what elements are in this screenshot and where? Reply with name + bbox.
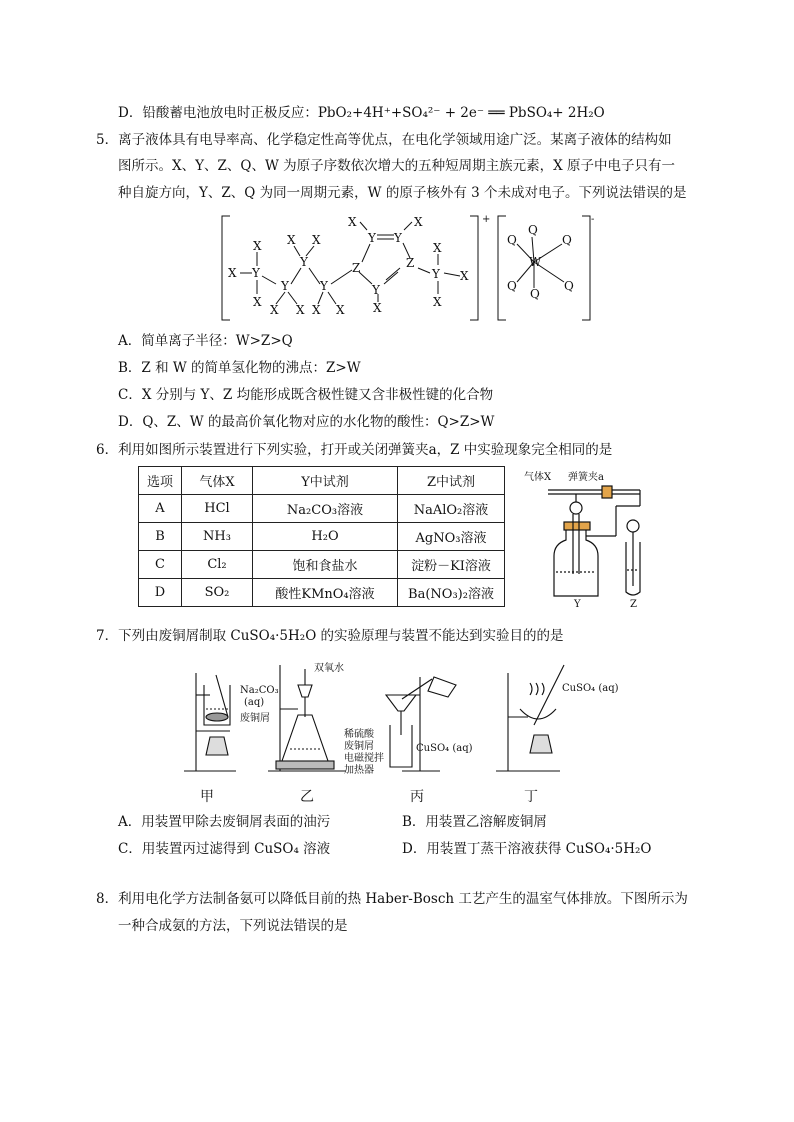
svg-text:Q: Q — [507, 279, 517, 293]
svg-text:Q: Q — [564, 279, 574, 293]
atom-x: X — [228, 266, 237, 280]
svg-text:Y: Y — [281, 279, 289, 293]
svg-text:X: X — [296, 303, 305, 317]
q5-stem-line-1: 5．离子液体具有电导率高、化学稳定性高等优点，在电化学领域用途广泛。某离子液体的结构如 — [96, 132, 672, 148]
ionic-liquid-structure — [214, 210, 604, 326]
q6-stem: 6．利用如图所示装置进行下列实验，打开或关闭弹簧夹a，Z 中实验现象完全相同的是 — [96, 442, 613, 458]
svg-text:Y: Y — [300, 255, 308, 269]
svg-text:Q: Q — [530, 287, 540, 301]
bottle-y-label: Y — [574, 599, 581, 610]
gas-x-label: 气体X — [524, 472, 552, 483]
svg-text:Na₂CO₃: Na₂CO₃ — [240, 685, 279, 696]
svg-text:X: X — [287, 233, 296, 247]
caption-yi: 乙 — [300, 789, 314, 805]
svg-text:Y: Y — [372, 283, 380, 297]
svg-text:废铜屑: 废铜屑 — [240, 713, 270, 724]
svg-text:X: X — [312, 233, 321, 247]
svg-text:X: X — [373, 301, 382, 315]
svg-text:X: X — [433, 295, 442, 309]
svg-text:Q: Q — [562, 233, 572, 247]
table-row: C Cl₂ 饱和食盐水 淀粉－KI溶液 — [139, 551, 505, 579]
atom-w: W — [529, 255, 542, 269]
q5-stem-line-3: 种自旋方向，Y、Z、Q 为同一周期元素，W 的原子核外有 3 个未成对电子。下列说法错误的是 — [118, 185, 687, 201]
svg-text:电磁搅拌: 电磁搅拌 — [344, 753, 384, 764]
svg-text:Y: Y — [320, 279, 328, 293]
q5-option-b: B．Z 和 W 的简单氢化物的沸点：Z>W — [118, 360, 361, 376]
q7-option-b: B．用装置乙溶解废铜屑 — [402, 814, 547, 830]
svg-text:X: X — [348, 215, 357, 229]
clip-a-label: 弹簧夹a — [568, 472, 604, 483]
tube-z-label: Z — [630, 599, 637, 610]
svg-text:(aq): (aq) — [244, 697, 265, 708]
atom-z: Z — [352, 261, 361, 275]
svg-text:X: X — [312, 303, 321, 317]
q7-option-c: C．用装置丙过滤得到 CuSO₄ 溶液 — [118, 841, 331, 857]
q5-option-d: D．Q、Z、W 的最高价氧化物对应的水化物的酸性：Q>Z>W — [118, 414, 495, 430]
svg-text:X: X — [433, 241, 442, 255]
table-header-row: 选项 气体X Y中试剂 Z中试剂 — [139, 467, 505, 495]
svg-text:X: X — [414, 215, 423, 229]
q6-table — [138, 466, 505, 607]
q8-stem-line-1: 8．利用电化学方法制备氨可以降低目前的热 Haber-Bosch 工艺产生的温室气体排放。下图所示为 — [96, 891, 688, 907]
q4-option-d: D．铅酸蓄电池放电时正极反应：PbO₂+4H⁺+SO₄²⁻ + 2e⁻ ══ PbSO₄+ 2H₂O — [118, 105, 605, 121]
svg-text:Y: Y — [432, 267, 440, 281]
atom-q: Q — [507, 233, 517, 247]
svg-text:X: X — [253, 295, 262, 309]
svg-text:Q: Q — [528, 223, 538, 237]
caption-jia: 甲 — [200, 789, 214, 805]
table-row: D SO₂ 酸性KMnO₄溶液 Ba(NO₃)₂溶液 — [139, 579, 505, 607]
q5-option-a: A．简单离子半径：W>Z>Q — [118, 333, 293, 349]
table-row: A HCl Na₂CO₃溶液 NaAlO₂溶液 — [139, 495, 505, 523]
q5-option-c: C．X 分别与 Y、Z 均能形成既含极性键又含非极性键的化合物 — [118, 387, 494, 403]
q7-apparatus — [180, 655, 619, 777]
q5-stem-line-2: 图所示。X、Y、Z、Q、W 为原子序数依次增大的五种短周期主族元素，X 原子中电子只有一 — [118, 158, 676, 174]
svg-text:CuSO₄ (aq): CuSO₄ (aq) — [562, 683, 619, 694]
svg-text:CuSO₄ (aq): CuSO₄ (aq) — [416, 743, 473, 754]
svg-text:X: X — [270, 303, 279, 317]
svg-text:废铜屑: 废铜屑 — [344, 741, 374, 752]
svg-text:稀硫酸: 稀硫酸 — [344, 729, 374, 740]
svg-text:加热器: 加热器 — [344, 765, 374, 776]
q8-stem-line-2: 一种合成氨的方法，下列说法错误的是 — [118, 918, 348, 934]
svg-text:Y: Y — [368, 231, 376, 245]
svg-text:X: X — [460, 269, 469, 283]
svg-text:Y: Y — [394, 231, 402, 245]
svg-text:X: X — [336, 303, 345, 317]
anion-charge: - — [591, 214, 595, 225]
q7-option-d: D．用装置丁蒸干溶液获得 CuSO₄·5H₂O — [402, 841, 652, 857]
caption-ding: 丁 — [524, 789, 538, 805]
cation-charge: + — [482, 214, 491, 225]
svg-text:Z: Z — [406, 256, 415, 270]
q7-stem: 7．下列由废铜屑制取 CuSO₄·5H₂O 的实验原理与装置不能达到实验目的的是 — [96, 628, 564, 644]
atom-y: Y — [252, 266, 260, 280]
caption-bing: 丙 — [410, 789, 424, 805]
q6-apparatus — [520, 466, 680, 608]
svg-text:双氧水: 双氧水 — [314, 663, 344, 674]
svg-text:X: X — [253, 239, 262, 253]
table-row: B NH₃ H₂O AgNO₃溶液 — [139, 523, 505, 551]
q7-option-a: A．用装置甲除去废铜屑表面的油污 — [118, 814, 331, 830]
